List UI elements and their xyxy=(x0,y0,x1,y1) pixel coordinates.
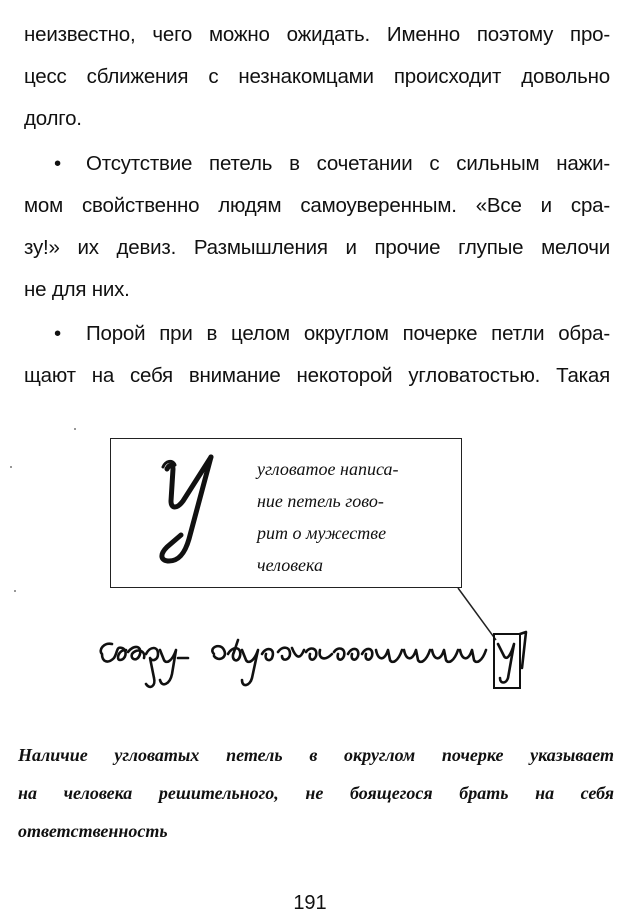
handwriting-sample-image xyxy=(96,620,556,700)
text-line: зу!» их девиз. Размышления и прочие глупые мелочи xyxy=(24,236,610,259)
page-number: 191 xyxy=(293,892,327,914)
figure-caption xyxy=(18,736,614,850)
text-line xyxy=(24,313,610,355)
figure-text-line: человека xyxy=(257,555,323,575)
figure-text-line: угловатое написа- xyxy=(257,459,399,479)
figure-text-line: рит о мужестве xyxy=(257,523,387,543)
paragraph-1 xyxy=(24,14,610,140)
figure-box xyxy=(110,438,462,588)
text-line-content: Порой при в целом округлом почерке петли обра- xyxy=(86,322,610,345)
text-line: долго. xyxy=(24,107,82,130)
text-line: мом свойственно людям самоуверенным. «Все и сра- xyxy=(24,194,610,217)
bullet-marker: • xyxy=(54,322,61,345)
caption-line: Наличие угловатых петель в округлом почерке указывает xyxy=(18,745,614,765)
scan-speck xyxy=(14,590,16,592)
scan-speck xyxy=(10,466,12,468)
text-line-content: Отсутствие петель в сочетании с сильным нажи- xyxy=(86,152,610,175)
caption-line: на человека решительного, не боящегося брать на себя xyxy=(18,783,614,803)
bullet-marker: • xyxy=(54,152,61,175)
text-line: не для них. xyxy=(24,278,130,301)
figure-text-line: ние петель гово- xyxy=(257,491,384,511)
text-line xyxy=(24,143,610,185)
text-line: щают на себя внимание некоторой угловатостью. Такая xyxy=(24,364,610,387)
handwritten-letter-u-image xyxy=(129,443,249,583)
caption-line: ответственность xyxy=(18,821,168,841)
paragraph-2 xyxy=(24,143,610,311)
figure-box-text xyxy=(257,453,457,581)
text-line: цесс сближения с незнакомцами происходит довольно xyxy=(24,65,610,88)
scan-speck xyxy=(74,428,76,430)
text-line: неизвестно, чего можно ожидать. Именно поэтому про- xyxy=(24,23,610,46)
paragraph-3 xyxy=(24,313,610,397)
